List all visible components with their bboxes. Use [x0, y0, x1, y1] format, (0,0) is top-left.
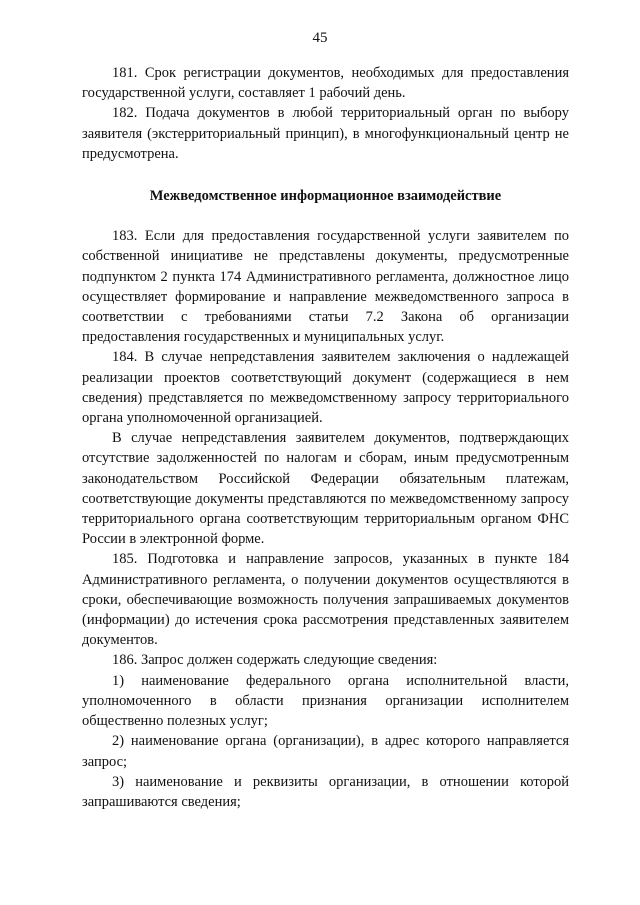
paragraph-181: 181. Срок регистрации документов, необходимых для предоставления государственной услуги, составляет 1 рабочий день. — [82, 65, 569, 102]
paragraph-186: 186. Запрос должен содержать следующие сведения: — [112, 652, 438, 669]
list-item-1: 1) наименование федерального органа исполнительной власти, уполномоченного в области признания организации исполнителем общественно полезных услуг; — [82, 672, 569, 730]
paragraph-182: 182. Подача документов в любой территориальный орган по выбору заявителя (экстерриториальный принцип), в многофункциональный центр не предусмотрена. — [82, 105, 569, 162]
list-item-3: 3) наименование и реквизиты организации, в отношении которой запрашиваются сведения; — [82, 773, 569, 810]
paragraph-184: 184. В случае непредставления заявителем заключения о надлежащей реализации проектов соответствующий документ (содержащиеся в нем сведения) представляется по межведомственному запросу территориального органа уполномоченной организацией. — [82, 349, 569, 427]
paragraph-183: 183. Если для предоставления государственной услуги заявителем по собственной инициативе не представлены документы, предусмотренные подпунктом 2 пункта 174 Административного регламента, должностное лицо осуществляет формирование и направление межведомственного запроса в соответствии с требованиями статьи 7.2 Закона об организации предоставления государственных и муниципальных услуг. — [82, 228, 569, 346]
page-number: 45 — [312, 30, 328, 46]
list-item-2: 2) наименование органа (организации), в адрес которого направляется запрос; — [82, 733, 569, 770]
document-body — [82, 63, 569, 812]
paragraph-184-continued: В случае непредставления заявителем документов, подтверждающих отсутствие задолженностей по налогам и сборам, иным предусмотренным законодательством Российской Федерации обязательным платежам, соответствующие документы представляются по межведомственному запросу территориального органа соответствующим территориальным органом ФНС России в электронной форме. — [82, 430, 569, 548]
section-heading: Межведомственное информационное взаимодействие — [149, 188, 502, 205]
paragraph-185: 185. Подготовка и направление запросов, указанных в пункте 184 Административного регламента, о получении документов осуществляются в сроки, обеспечивающие возможность получения запрашиваемых документов (информации) до истечения срока рассмотрения представленных заявителем документов. — [82, 551, 569, 649]
